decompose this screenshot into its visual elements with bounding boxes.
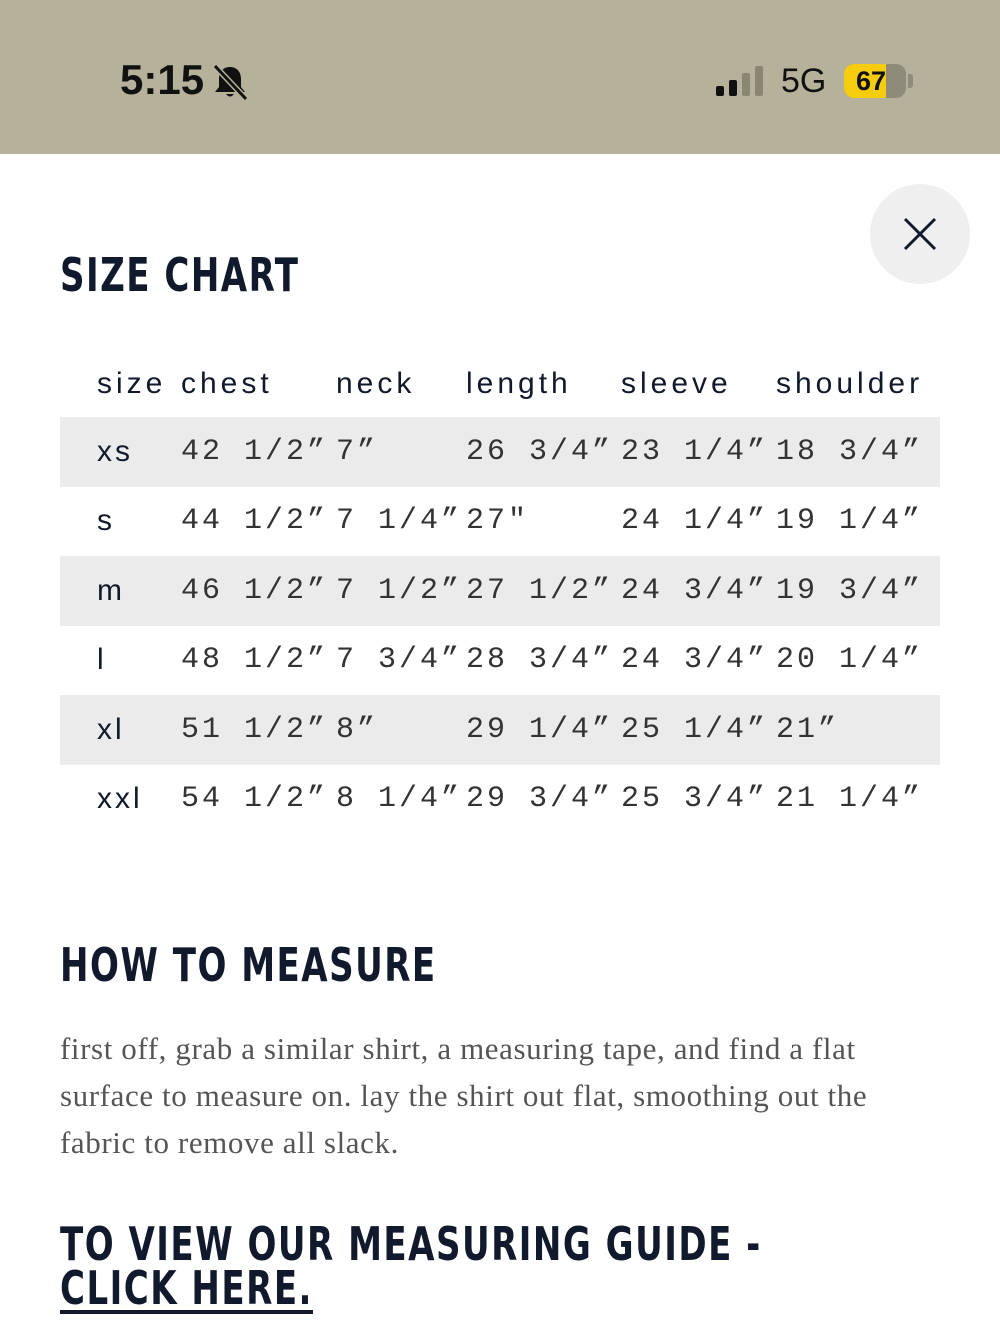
length-cell: 28 3/4” xyxy=(466,643,614,678)
battery-tip xyxy=(908,74,913,88)
bell-slash-icon xyxy=(210,62,250,102)
column-header-size: size xyxy=(97,366,167,400)
measuring-guide-heading xyxy=(60,1217,762,1315)
table-row xyxy=(60,626,940,696)
table-row xyxy=(60,695,940,765)
close-icon xyxy=(902,216,938,252)
length-cell: 27 1/2” xyxy=(466,573,614,608)
column-header-shoulder: shoulder xyxy=(776,366,924,400)
size-cell: xl xyxy=(97,712,125,746)
size-chart-table xyxy=(60,350,940,834)
size-cell: m xyxy=(97,573,125,607)
neck-cell: 8” xyxy=(336,712,379,747)
shoulder-cell: 21” xyxy=(776,712,840,747)
close-button[interactable] xyxy=(870,184,970,284)
table-row xyxy=(60,765,940,835)
measuring-guide-prefix: TO VIEW OUR MEASURING GUIDE - xyxy=(60,1217,762,1271)
column-header-sleeve: sleeve xyxy=(621,366,732,400)
shoulder-cell: 19 1/4” xyxy=(776,504,924,539)
length-cell: 29 1/4” xyxy=(466,712,614,747)
sleeve-cell: 25 1/4” xyxy=(621,712,769,747)
sleeve-cell: 24 1/4” xyxy=(621,504,769,539)
chest-cell: 54 1/2” xyxy=(181,782,329,817)
size-cell: l xyxy=(97,643,107,677)
table-row xyxy=(60,487,940,557)
column-header-length: length xyxy=(466,366,572,400)
neck-cell: 7 1/4” xyxy=(336,504,463,539)
neck-cell: 7 3/4” xyxy=(336,643,463,678)
battery-level: 67 xyxy=(856,66,887,96)
shoulder-cell: 20 1/4” xyxy=(776,643,924,678)
chest-cell: 48 1/2” xyxy=(181,643,329,678)
how-to-measure-text: first off, grab a similar shirt, a measuring tape, and find a flat surface to measure on. lay the shirt out flat, smoothing out the fabric to remove all slack. xyxy=(60,1031,868,1160)
table-row xyxy=(60,556,940,626)
status-time: 5:15 xyxy=(120,56,205,103)
neck-cell: 8 1/4” xyxy=(336,782,463,817)
shoulder-cell: 18 3/4” xyxy=(776,434,924,469)
measuring-guide-link[interactable]: CLICK HERE. xyxy=(60,1261,313,1315)
neck-cell: 7” xyxy=(336,434,379,469)
chest-cell: 44 1/2” xyxy=(181,504,329,539)
chest-cell: 51 1/2” xyxy=(181,712,329,747)
chest-cell: 46 1/2” xyxy=(181,573,329,608)
column-header-chest: chest xyxy=(181,366,273,400)
sleeve-cell: 24 3/4” xyxy=(621,573,769,608)
size-cell: xs xyxy=(97,434,133,468)
status-bar xyxy=(0,0,1000,154)
how-to-measure-title: HOW TO MEASURE xyxy=(60,938,437,992)
battery-icon xyxy=(844,64,906,98)
network-label: 5G xyxy=(781,62,827,100)
size-chart-title: SIZE CHART xyxy=(60,248,300,302)
sleeve-cell: 25 3/4” xyxy=(621,782,769,817)
shoulder-cell: 19 3/4” xyxy=(776,573,924,608)
sleeve-cell: 23 1/4” xyxy=(621,434,769,469)
shoulder-cell: 21 1/4” xyxy=(776,782,924,817)
chest-cell: 42 1/2” xyxy=(181,434,329,469)
length-cell: 26 3/4” xyxy=(466,434,614,469)
signal-icon xyxy=(716,66,766,98)
length-cell: 27" xyxy=(466,504,530,539)
table-row xyxy=(60,417,940,487)
size-cell: xxl xyxy=(97,782,143,816)
column-header-neck: neck xyxy=(336,366,416,400)
size-cell: s xyxy=(97,504,115,538)
table-header-row xyxy=(60,350,940,417)
sleeve-cell: 24 3/4” xyxy=(621,643,769,678)
neck-cell: 7 1/2” xyxy=(336,573,463,608)
length-cell: 29 3/4” xyxy=(466,782,614,817)
